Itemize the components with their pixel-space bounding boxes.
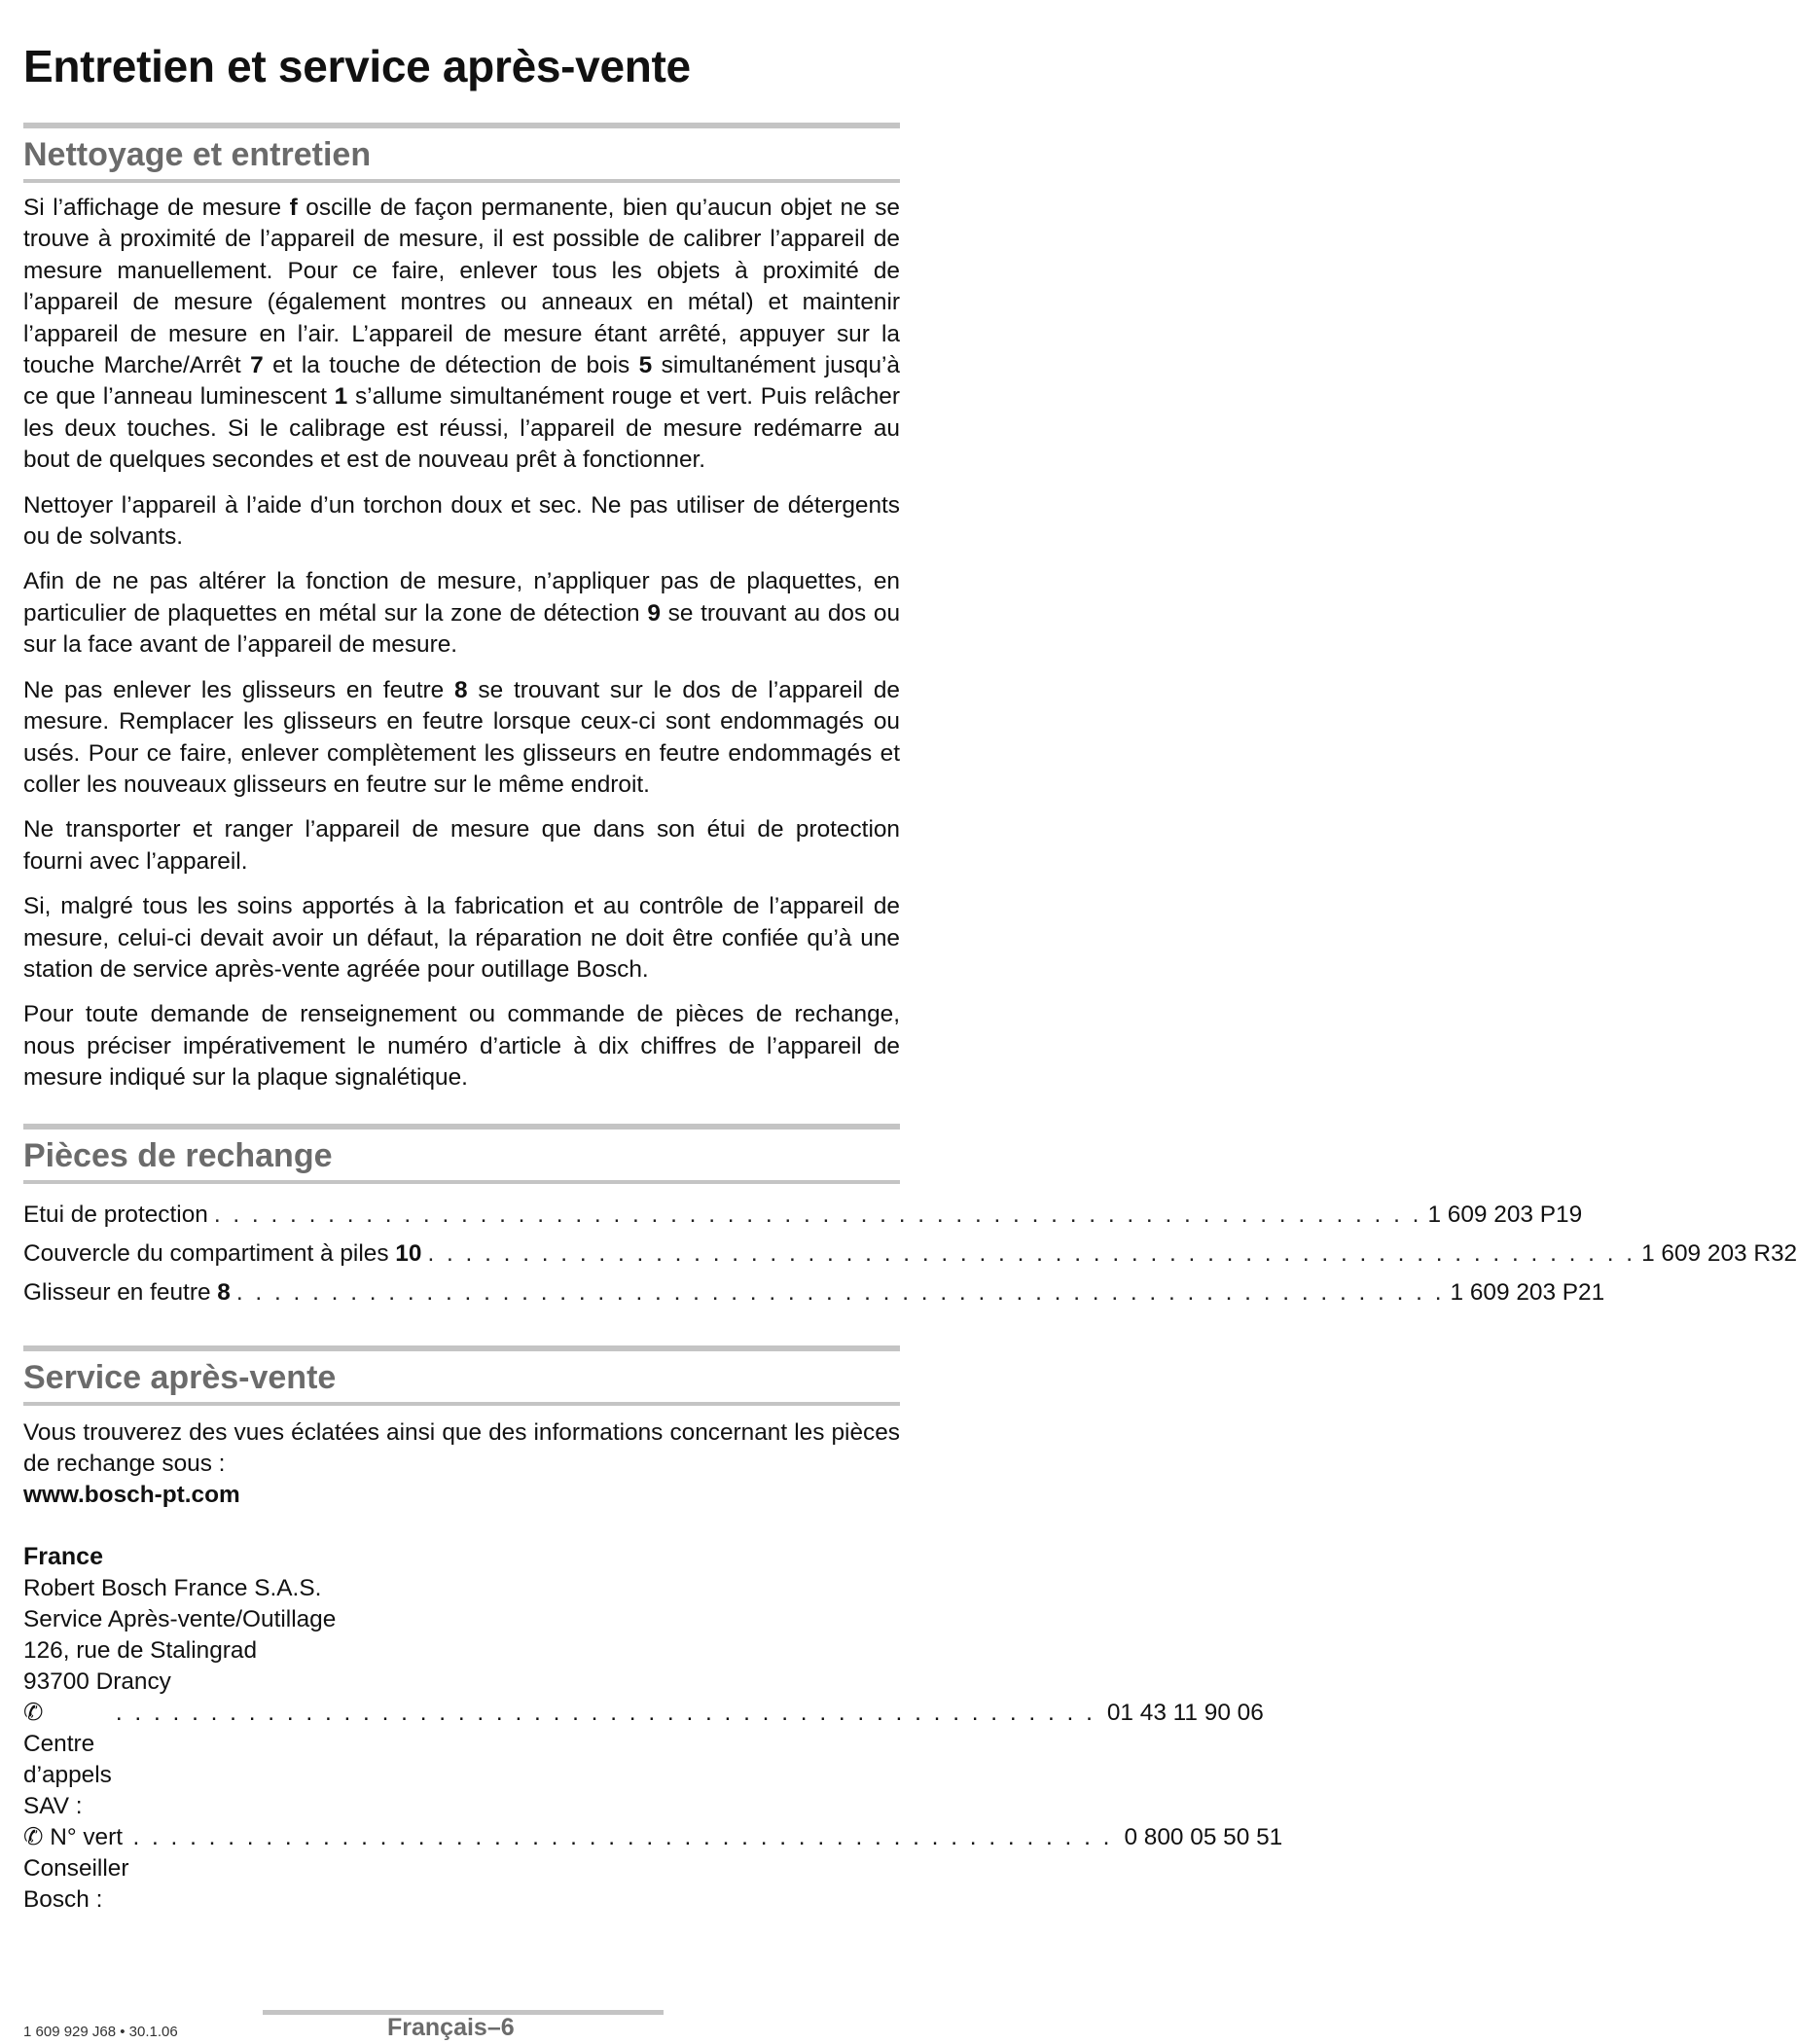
paragraph: Ne pas enlever les glisseurs en feutre 8 se trouvant sur le dos de l’appareil de mesure. Remplacer les glisseurs en feutre lorsque ceux-ci sont endommagés ou usés. Pour ce faire, enlever complètement les glisseurs en feutre endommagés et coller les nouveaux glisseurs en feutre sur le même endroit. <box>23 676 900 798</box>
section-title: Nettoyage et entretien <box>23 136 372 173</box>
parts-list <box>23 1196 1797 1312</box>
address-block <box>23 1573 900 1698</box>
paragraph: Nettoyer l’appareil à l’aide d’un torchon doux et sec. Ne pas utiliser de détergents ou de solvants. <box>23 491 900 551</box>
phone-number: 01 43 11 90 06 <box>1106 1699 1264 1726</box>
website-link[interactable]: www.bosch-pt.com <box>23 1481 240 1508</box>
address-line: 126, rue de Stalingrad <box>23 1636 258 1664</box>
document-code: 1 609 929 J68 • 30.1.06 <box>23 2024 178 2040</box>
dot-leader: . . . . . . . . . . . . . . . . . . . . . . . . . . . . . . . . . . . . . . . . . . . . . . . . . . . . . . . . . . . . . . . . <box>213 1201 1422 1228</box>
address-line: Robert Bosch France S.A.S. <box>23 1574 322 1601</box>
section-heading-parts <box>23 1124 900 1184</box>
section-heading-cleaning <box>23 123 900 183</box>
parts-row: Etui de protection . . . . . . . . . . . . . . . . . . . . . . . . . . . . . . . . . . . . . . . . . . . . . . . . . . . . . . . . . . . . . . . . 1 609 203 P19 <box>23 1196 900 1235</box>
paragraph: Si l’affichage de mesure f oscille de façon permanente, bien qu’aucun objet ne se trouve à proximité de l’appareil de mesure, il est possible de calibrer l’appareil de mesure manuellement. Pour ce faire, enlever tous les objets à proximité de l’appareil de mesure (également montres ou anneaux en métal) et maintenir l’appareil de mesure en l’air. L’appareil de mesure étant arrêté, appuyer sur la touche Marche/Arrêt 7 et la touche de détection de bois 5 simultanément jusqu’à ce que l’anneau luminescent 1 s’allume simultanément rouge et vert. Puis relâcher les deux touches. Si le calibrage est réussi, l’appareil de mesure redémarre au bout de quelques secondes et est de nouveau prêt à fonctionner. <box>23 195 901 474</box>
document-page <box>23 39 1797 1916</box>
address-line: 93700 Drancy <box>23 1667 171 1695</box>
paragraph: Afin de ne pas altérer la fonction de mesure, n’appliquer pas de plaquettes, en particulier de plaquettes en métal sur la zone de détection 9 se trouvant au dos ou sur la face avant de l’appareil de mesure. <box>23 568 901 659</box>
dot-leader: . . . . . . . . . . . . . . . . . . . . . . . . . . . . . . . . . . . . . . . . . . . . . . . . . . . . . . . . . . . . . . . . <box>235 1278 1445 1306</box>
section-heading-service <box>23 1345 900 1406</box>
service-intro: Vous trouverez des vues éclatées ainsi que des informations concernant les pièces de rechange sous : <box>23 1418 900 1477</box>
service-section <box>23 1417 1283 1916</box>
dot-leader: . . . . . . . . . . . . . . . . . . . . . . . . . . . . . . . . . . . . . . . . . . . . . . . . . . . . . . . . . . . . . . . . <box>427 1239 1636 1267</box>
paragraph: Si, malgré tous les soins apportés à la fabrication et au contrôle de l’appareil de mesure, celui-ci devait avoir un défaut, la réparation ne doit être confiée qu’à une station de service après-vente agréée pour outillage Bosch. <box>23 893 900 983</box>
part-number: 1 609 203 R32 <box>1641 1239 1797 1267</box>
country-heading: France <box>23 1542 103 1570</box>
section-title: Pièces de rechange <box>23 1136 333 1174</box>
part-number: 1 609 203 P21 <box>1450 1278 1605 1306</box>
paragraph: Ne transporter et ranger l’appareil de mesure que dans son étui de protection fourni avec l’appareil. <box>23 816 900 875</box>
phone-number: 0 800 05 50 51 <box>1124 1823 1283 1850</box>
page-number: Français–6 <box>387 2014 515 2041</box>
phone-label: ✆ Centre d’appels SAV : <box>23 1699 112 1819</box>
page-title: Entretien et service après-vente <box>23 41 691 91</box>
phone-row <box>23 1698 1264 1822</box>
page-footer <box>0 2004 924 2043</box>
dot-leader: . . . . . . . . . . . . . . . . . . . . . . . . . . . . . . . . . . . . . . . . . . . . . . . . . . . . <box>115 1699 1096 1726</box>
paragraph: Pour toute demande de renseignement ou commande de pièces de rechange, nous préciser impérativement le numéro d’article à dix chiffres de l’appareil de mesure indiqué sur la plaque signalétique. <box>23 1001 900 1092</box>
parts-row: Glisseur en feutre 8 . . . . . . . . . . . . . . . . . . . . . . . . . . . . . . . . . . . . . . . . . . . . . . . . . . . . . . . . . . . . . . . . 1 609 203 P21 <box>23 1273 900 1312</box>
part-number: 1 609 203 P19 <box>1427 1201 1583 1228</box>
section-title: Service après-vente <box>23 1358 337 1396</box>
dot-leader: . . . . . . . . . . . . . . . . . . . . . . . . . . . . . . . . . . . . . . . . . . . . . . . . . . . . <box>132 1823 1113 1850</box>
address-line: Service Après-vente/Outillage <box>23 1605 337 1632</box>
phone-label: ✆ N° vert Conseiller Bosch : <box>23 1823 129 1913</box>
phone-row <box>23 1822 1283 1916</box>
cleaning-text <box>23 193 900 1094</box>
parts-row: Couvercle du compartiment à piles 10 . . . . . . . . . . . . . . . . . . . . . . . . . . . . . . . . . . . . . . . . . . . . . . . . . . . . . . . . . . . . . . . . 1 609 203 R32 <box>23 1235 900 1273</box>
